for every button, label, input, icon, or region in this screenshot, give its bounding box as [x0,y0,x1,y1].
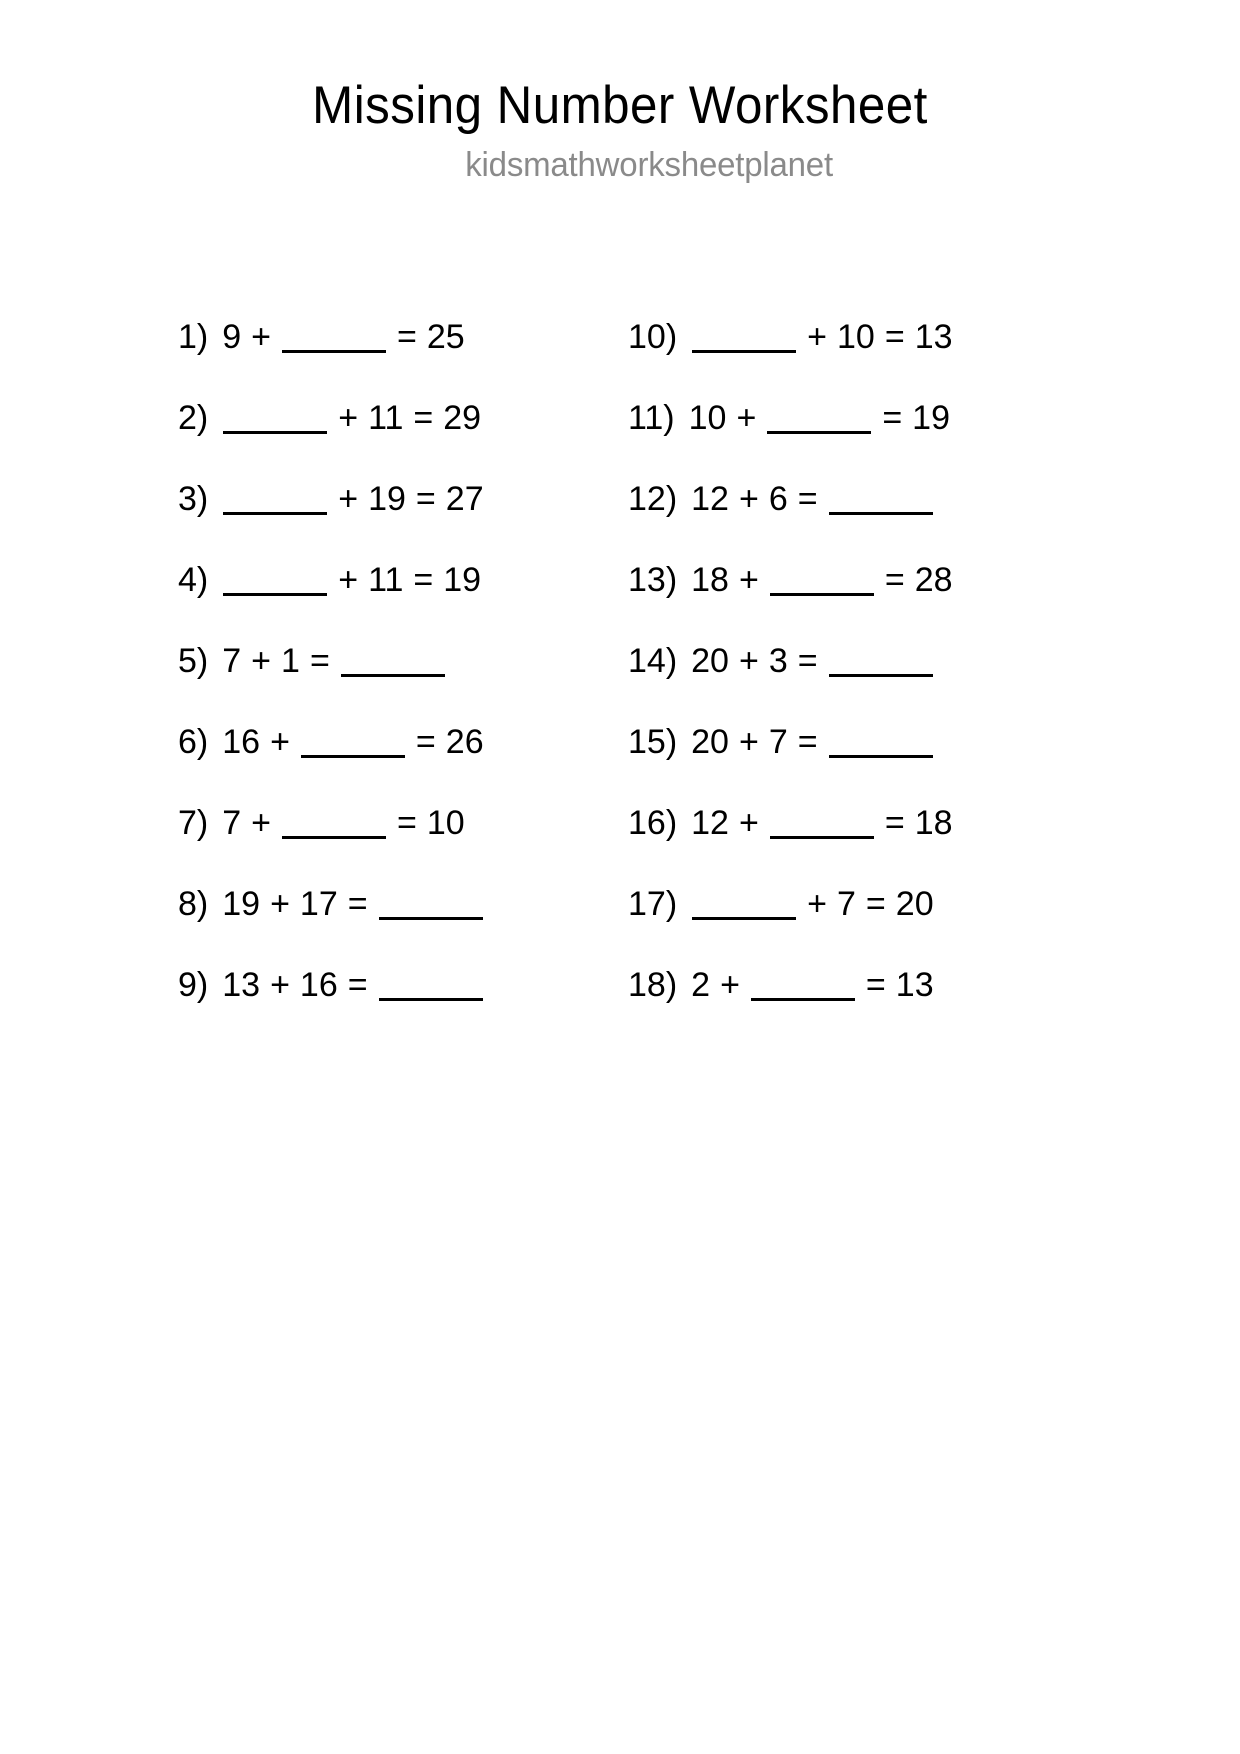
problem-number: 15) [628,722,678,761]
number-term: 19 [222,884,261,923]
equals-sign: = [797,479,818,518]
number-term: 18 [914,803,953,842]
problem-8 [178,863,578,944]
plus-sign: + [736,398,757,437]
plus-sign: + [720,965,740,1004]
number-term: 19 [443,560,482,599]
equals-sign: = [865,965,886,1004]
problem-11 [628,377,1048,458]
problem-number: 16) [628,803,678,842]
problem-1 [178,296,578,377]
answer-blank[interactable] [770,806,874,839]
problem-number: 2) [178,398,209,437]
problem-number: 5) [178,641,209,680]
equals-sign: = [309,641,330,680]
problem-6 [178,701,578,782]
number-term: 7 [222,641,242,680]
answer-blank[interactable] [223,482,327,515]
equals-sign: = [884,317,905,356]
plus-sign: + [251,317,272,356]
plus-sign: + [807,317,827,356]
number-term: 7 [837,884,856,923]
number-term: 20 [691,722,729,761]
number-term: 10 [837,317,875,356]
equals-sign: = [797,722,818,761]
problem-number: 6) [178,722,209,761]
answer-blank[interactable] [692,887,796,920]
number-term: 29 [443,398,482,437]
number-term: 18 [691,560,729,599]
number-term: 1 [281,641,300,680]
problem-4 [178,539,578,620]
answer-blank[interactable] [770,563,874,596]
number-term: 6 [768,479,788,518]
equals-sign: = [415,722,436,761]
site-attribution: kidsmathworksheetplanet [465,145,833,184]
problem-number: 17) [628,884,678,923]
problem-number: 12) [628,479,678,518]
problem-7 [178,782,578,863]
problem-13 [628,539,1048,620]
problem-10 [628,296,1048,377]
answer-blank[interactable] [829,725,933,758]
equals-sign: = [347,965,368,1004]
equals-sign: = [413,398,434,437]
equals-sign: = [884,560,905,599]
plus-sign: + [338,398,359,437]
answer-blank[interactable] [767,401,871,434]
equals-sign: = [347,884,368,923]
number-term: 7 [768,722,788,761]
equals-sign: = [415,479,436,518]
number-term: 10 [688,398,727,437]
equals-sign: = [865,884,886,923]
problem-number: 3) [178,479,209,518]
plus-sign: + [807,884,827,923]
problem-3 [178,458,578,539]
answer-blank[interactable] [223,401,327,434]
plus-sign: + [270,965,290,1004]
number-term: 17 [299,884,338,923]
number-term: 19 [912,398,950,437]
answer-blank[interactable] [751,968,855,1001]
number-term: 12 [691,803,729,842]
number-term: 2 [691,965,711,1004]
answer-blank[interactable] [282,806,386,839]
problem-16 [628,782,1048,863]
answer-blank[interactable] [379,968,483,1001]
equals-sign: = [797,641,818,680]
number-term: 25 [426,317,465,356]
problem-number: 7) [178,803,209,842]
number-term: 11 [368,398,404,437]
plus-sign: + [738,479,759,518]
equals-sign: = [884,803,905,842]
plus-sign: + [338,479,359,518]
number-term: 3 [768,641,788,680]
problem-number: 8) [178,884,209,923]
problem-number: 11) [628,398,675,437]
equals-sign: = [397,317,417,356]
problem-14 [628,620,1048,701]
problem-9 [178,944,578,1025]
plus-sign: + [738,803,759,842]
number-term: 12 [691,479,729,518]
answer-blank[interactable] [692,320,796,353]
number-term: 9 [222,317,242,356]
problem-12 [628,458,1048,539]
number-term: 13 [914,317,953,356]
plus-sign: + [738,641,759,680]
plus-sign: + [738,722,759,761]
problem-18 [628,944,1048,1025]
plus-sign: + [251,803,272,842]
number-term: 11 [368,560,404,599]
equals-sign: = [397,803,417,842]
problem-17 [628,863,1048,944]
answer-blank[interactable] [829,482,933,515]
number-term: 13 [895,965,934,1004]
number-term: 19 [368,479,406,518]
answer-blank[interactable] [282,320,386,353]
problem-grid [0,296,1240,1025]
answer-blank[interactable] [341,644,445,677]
problem-number: 18) [628,965,678,1004]
number-term: 20 [895,884,934,923]
plus-sign: + [270,722,290,761]
page-title: Missing Number Worksheet [312,76,928,135]
equals-sign: = [882,398,903,437]
problem-number: 13) [628,560,678,599]
problem-number: 4) [178,560,209,599]
number-term: 13 [222,965,261,1004]
problem-number: 14) [628,641,678,680]
number-term: 20 [691,641,729,680]
answer-blank[interactable] [223,563,327,596]
problem-2 [178,377,578,458]
number-term: 7 [222,803,242,842]
number-term: 27 [445,479,484,518]
plus-sign: + [338,560,359,599]
plus-sign: + [251,641,272,680]
plus-sign: + [270,884,290,923]
number-term: 28 [914,560,953,599]
number-term: 16 [299,965,338,1004]
plus-sign: + [738,560,759,599]
equals-sign: = [413,560,434,599]
number-term: 16 [222,722,261,761]
number-term: 10 [426,803,465,842]
problem-15 [628,701,1048,782]
answer-blank[interactable] [379,887,483,920]
problem-number: 1) [178,317,209,356]
answer-blank[interactable] [829,644,933,677]
number-term: 26 [445,722,484,761]
problem-number: 10) [628,317,678,356]
left-column [178,296,578,1025]
right-column [628,296,1048,1025]
worksheet-header [0,0,1240,185]
answer-blank[interactable] [301,725,405,758]
problem-5 [178,620,578,701]
problem-number: 9) [178,965,209,1004]
